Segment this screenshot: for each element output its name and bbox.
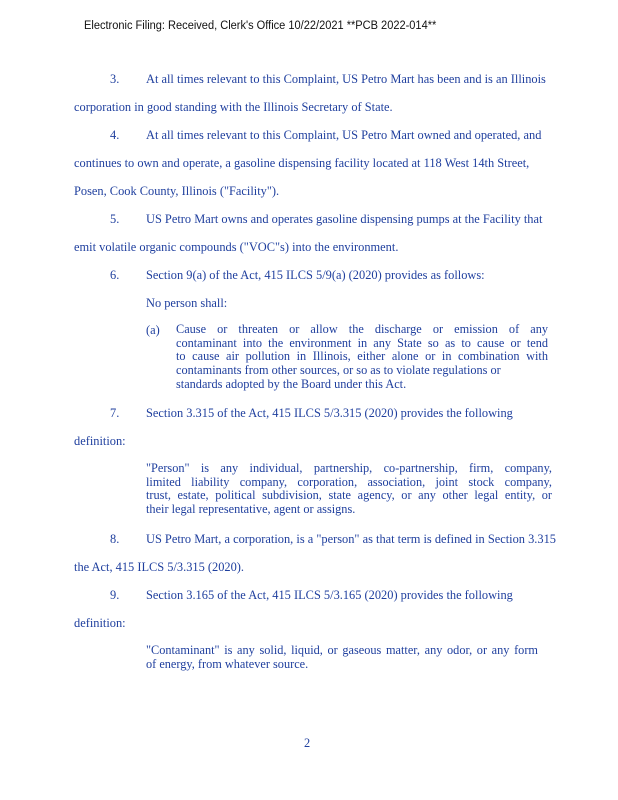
quoted-line: their legal representative, agent or assigns. — [146, 502, 356, 517]
paragraph-number: 6. — [110, 268, 120, 282]
paragraph-text: Section 3.165 of the Act, 415 ILCS 5/3.165 (2020) provides the following — [146, 588, 513, 602]
quoted-line: contaminants from other sources, or so as to violate regulations or — [176, 363, 501, 378]
paragraph-text: US Petro Mart owns and operates gasoline dispensing pumps at the Facility that — [146, 212, 543, 226]
paragraph-text: US Petro Mart, a corporation, is a "person" as that term is defined in Section 3.315 — [146, 532, 556, 546]
paragraph-text: definition: — [74, 434, 126, 448]
paragraph-text: At all times relevant to this Complaint, US Petro Mart owned and operated, and — [146, 128, 542, 142]
quoted-line: standards adopted by the Board under this Act. — [176, 376, 407, 391]
quoted-definition — [146, 644, 538, 671]
quoted-line: contaminant into the environment in any State so as to cause or tend — [176, 335, 548, 350]
paragraph-text: the Act, 415 ILCS 5/3.315 (2020). — [74, 560, 245, 574]
quoted-line: to cause air pollution in Illinois, either alone or in combination with — [176, 349, 548, 364]
paragraph-text: Section 9(a) of the Act, 415 ILCS 5/9(a) (2020) provides as follows: — [146, 268, 485, 282]
quoted-provision — [176, 323, 548, 392]
paragraph-text: No person shall: — [146, 296, 228, 310]
paragraph-text: At all times relevant to this Complaint, US Petro Mart has been and is an Illinois — [146, 72, 546, 86]
paragraph-number: 9. — [110, 588, 120, 602]
filing-header: Electronic Filing: Received, Clerk's Office 10/22/2021 **PCB 2022-014** — [84, 20, 437, 32]
quoted-line: "Person" is any individual, partnership, co-partnership, firm, company, — [146, 461, 552, 475]
paragraph-number: 4. — [110, 128, 120, 142]
paragraph-text: corporation in good standing with the Illinois Secretary of State. — [74, 100, 393, 114]
page-number: 2 — [304, 736, 311, 750]
paragraph-text: Section 3.315 of the Act, 415 ILCS 5/3.315 (2020) provides the following — [146, 406, 513, 420]
quoted-line: limited liability company, corporation, association, joint stock company, — [146, 474, 552, 489]
quoted-line: "Contaminant" is any solid, liquid, or gaseous matter, any odor, or any form — [146, 643, 538, 657]
paragraph-number: 3. — [110, 72, 120, 86]
quoted-line: trust, estate, political subdivision, state agency, or any other legal entity, or — [146, 488, 552, 503]
paragraph-number: 5. — [110, 212, 120, 226]
subsection-label: (a) — [146, 323, 160, 337]
quoted-line: of energy, from whatever source. — [146, 656, 309, 671]
paragraph-number: 8. — [110, 532, 120, 546]
quoted-line: Cause or threaten or allow the discharge or emission of any — [176, 322, 548, 336]
quoted-definition — [146, 462, 552, 517]
paragraph-number: 7. — [110, 406, 120, 420]
paragraph-text: emit volatile organic compounds ("VOC"s) into the environment. — [74, 240, 399, 254]
paragraph-text: Posen, Cook County, Illinois ("Facility"). — [74, 184, 280, 198]
paragraph-text: definition: — [74, 616, 126, 630]
paragraph-text: continues to own and operate, a gasoline dispensing facility located at 118 West 14th Street, — [74, 156, 530, 170]
